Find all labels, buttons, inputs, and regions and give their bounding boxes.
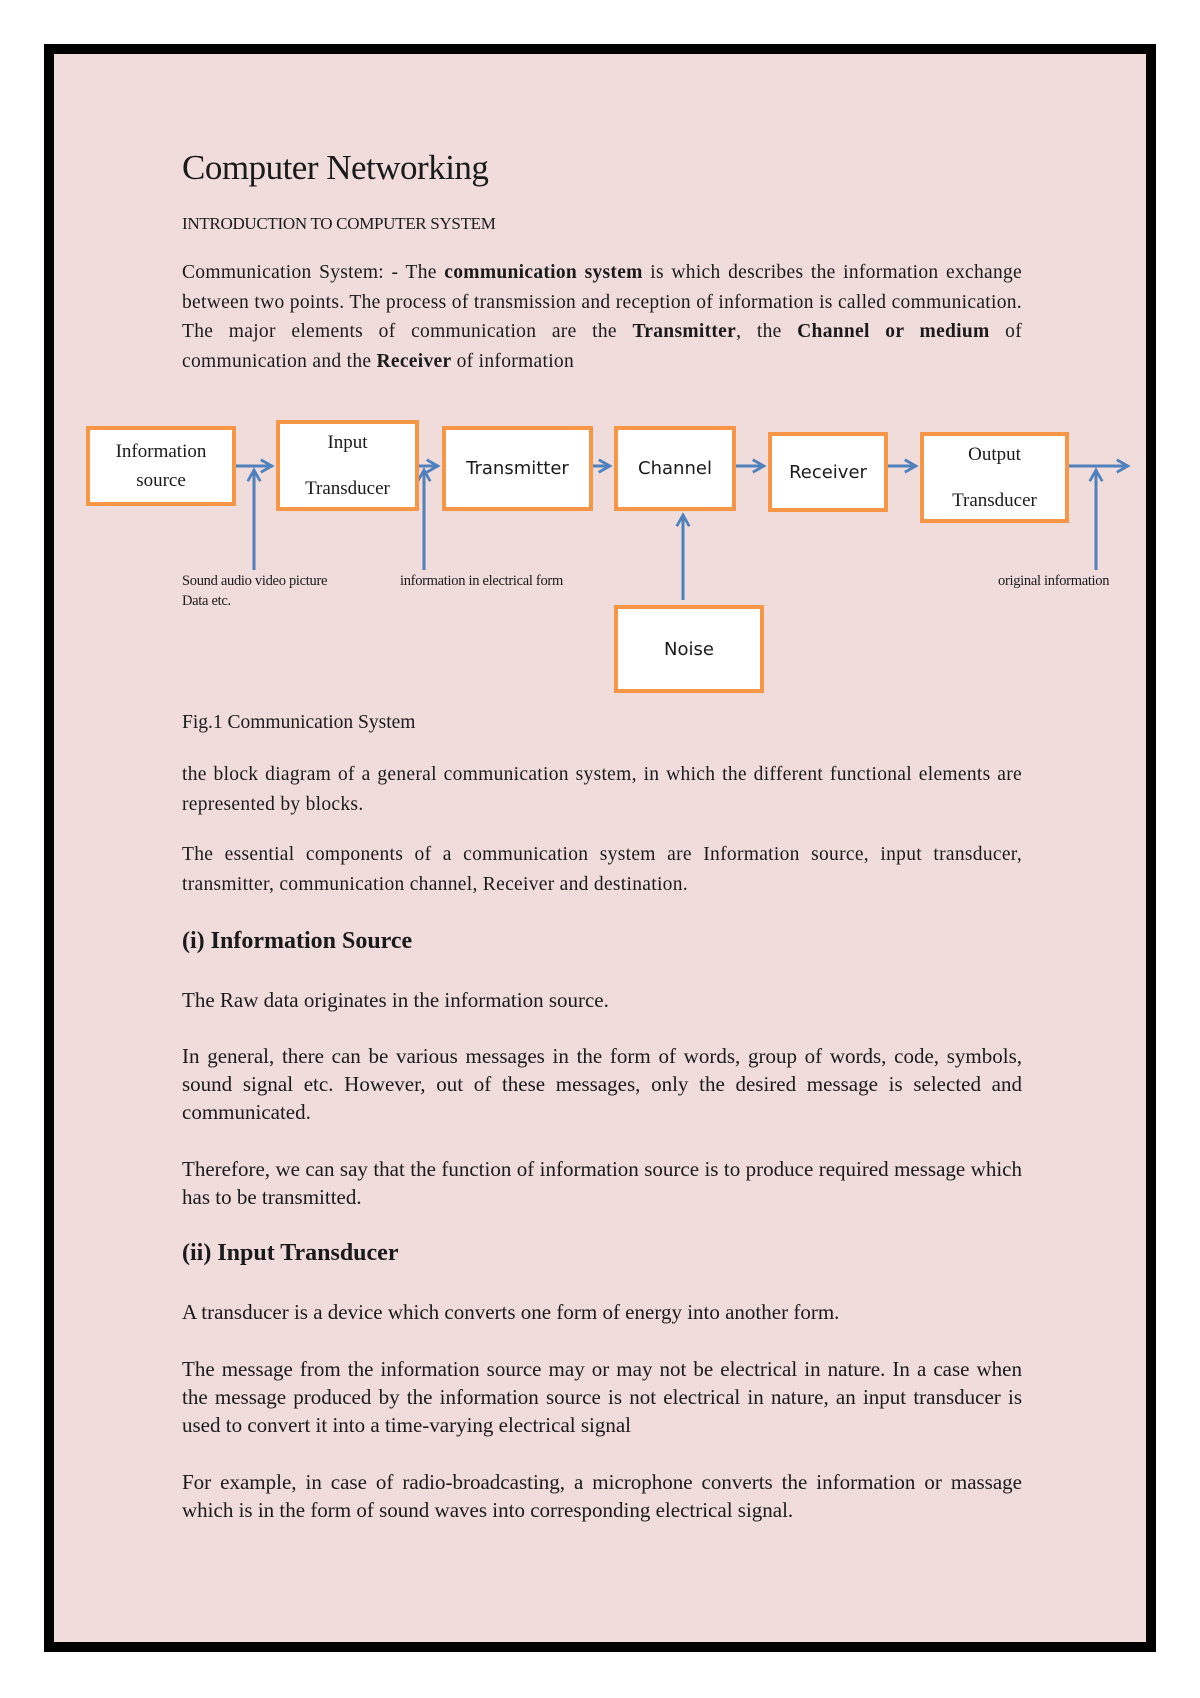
label-original-information: original information bbox=[998, 573, 1110, 589]
intro-text-4: of communication and the bbox=[182, 321, 1023, 372]
intro-text-2: is which describes the information exchange between two points. The process of transmission and reception of information is called communication. The major elements of communication are the bbox=[182, 262, 1023, 342]
intro-text-3: , the bbox=[736, 321, 798, 342]
paragraph-raw-data: The Raw data originates in the information source. bbox=[182, 988, 609, 1012]
block-input-transducer bbox=[276, 420, 419, 511]
block-label-line: Input bbox=[327, 431, 368, 453]
intro-paragraph bbox=[182, 258, 1022, 376]
block-label: Transmitter bbox=[466, 458, 569, 479]
block-noise bbox=[614, 605, 764, 693]
block-label: Receiver bbox=[789, 461, 867, 483]
intro-bold-channel: Channel or medium bbox=[797, 321, 990, 342]
page-subtitle: INTRODUCTION TO COMPUTER SYSTEM bbox=[182, 214, 496, 233]
intro-text-5: of information bbox=[451, 350, 575, 372]
intro-text-1: Communication System: - The bbox=[182, 262, 445, 283]
label-line: Data etc. bbox=[182, 593, 231, 609]
block-transmitter bbox=[442, 426, 593, 511]
block-label-line: source bbox=[136, 470, 186, 491]
block-information-source bbox=[86, 426, 236, 506]
paragraph-transducer-definition: A transducer is a device which converts one form of energy into another form. bbox=[182, 1300, 840, 1324]
label-electrical-form: information in electrical form bbox=[400, 573, 563, 589]
heading-input-transducer: (ii) Input Transducer bbox=[182, 1240, 399, 1266]
intro-bold-transmitter: Transmitter bbox=[632, 321, 737, 342]
block-label-line: Output bbox=[968, 443, 1021, 465]
block-label: Noise bbox=[664, 638, 714, 660]
figure-caption: Fig.1 Communication System bbox=[182, 712, 416, 733]
intro-bold-communication-system: communication system bbox=[444, 262, 643, 283]
paragraph-block-diagram: the block diagram of a general communication system, in which the different functional elements are represented by blocks. bbox=[182, 764, 1022, 815]
block-output-transducer bbox=[920, 432, 1069, 523]
paragraph-example-microphone: For example, in case of radio-broadcasting, a microphone converts the information or massage which is in the form of sound waves into corresponding electrical signal. bbox=[182, 1470, 1022, 1522]
paragraph-function-source: Therefore, we can say that the function of information source is to produce required message which has to be transmitted. bbox=[182, 1157, 1022, 1209]
intro-bold-receiver: Receiver bbox=[376, 350, 452, 372]
label-line: Sound audio video picture bbox=[182, 573, 328, 589]
block-receiver bbox=[768, 432, 888, 512]
block-channel bbox=[614, 426, 736, 511]
block-label: Channel bbox=[638, 458, 712, 479]
heading-information-source: (i) Information Source bbox=[182, 928, 413, 954]
block-label-line: Transducer bbox=[952, 489, 1037, 511]
paragraph-messages: In general, there can be various messages in the form of words, group of words, code, symbols, sound signal etc. However, out of these messages, only the desired message is selected and communicated. bbox=[182, 1044, 1022, 1124]
paragraph-essential-components: The essential components of a communication system are Information source, input transducer, transmitter, communication channel, Receiver and destination. bbox=[182, 844, 1022, 895]
paragraph-message-electrical: The message from the information source may or may not be electrical in nature. In a case when the message produced by the information source is not electrical in nature, an input transducer is used to convert it into a time-varying electrical signal bbox=[182, 1357, 1022, 1437]
block-label-line: Information bbox=[115, 441, 207, 462]
block-label-line: Transducer bbox=[305, 477, 390, 499]
label-sound-input bbox=[182, 571, 372, 611]
page-title: Computer Networking bbox=[182, 148, 489, 187]
